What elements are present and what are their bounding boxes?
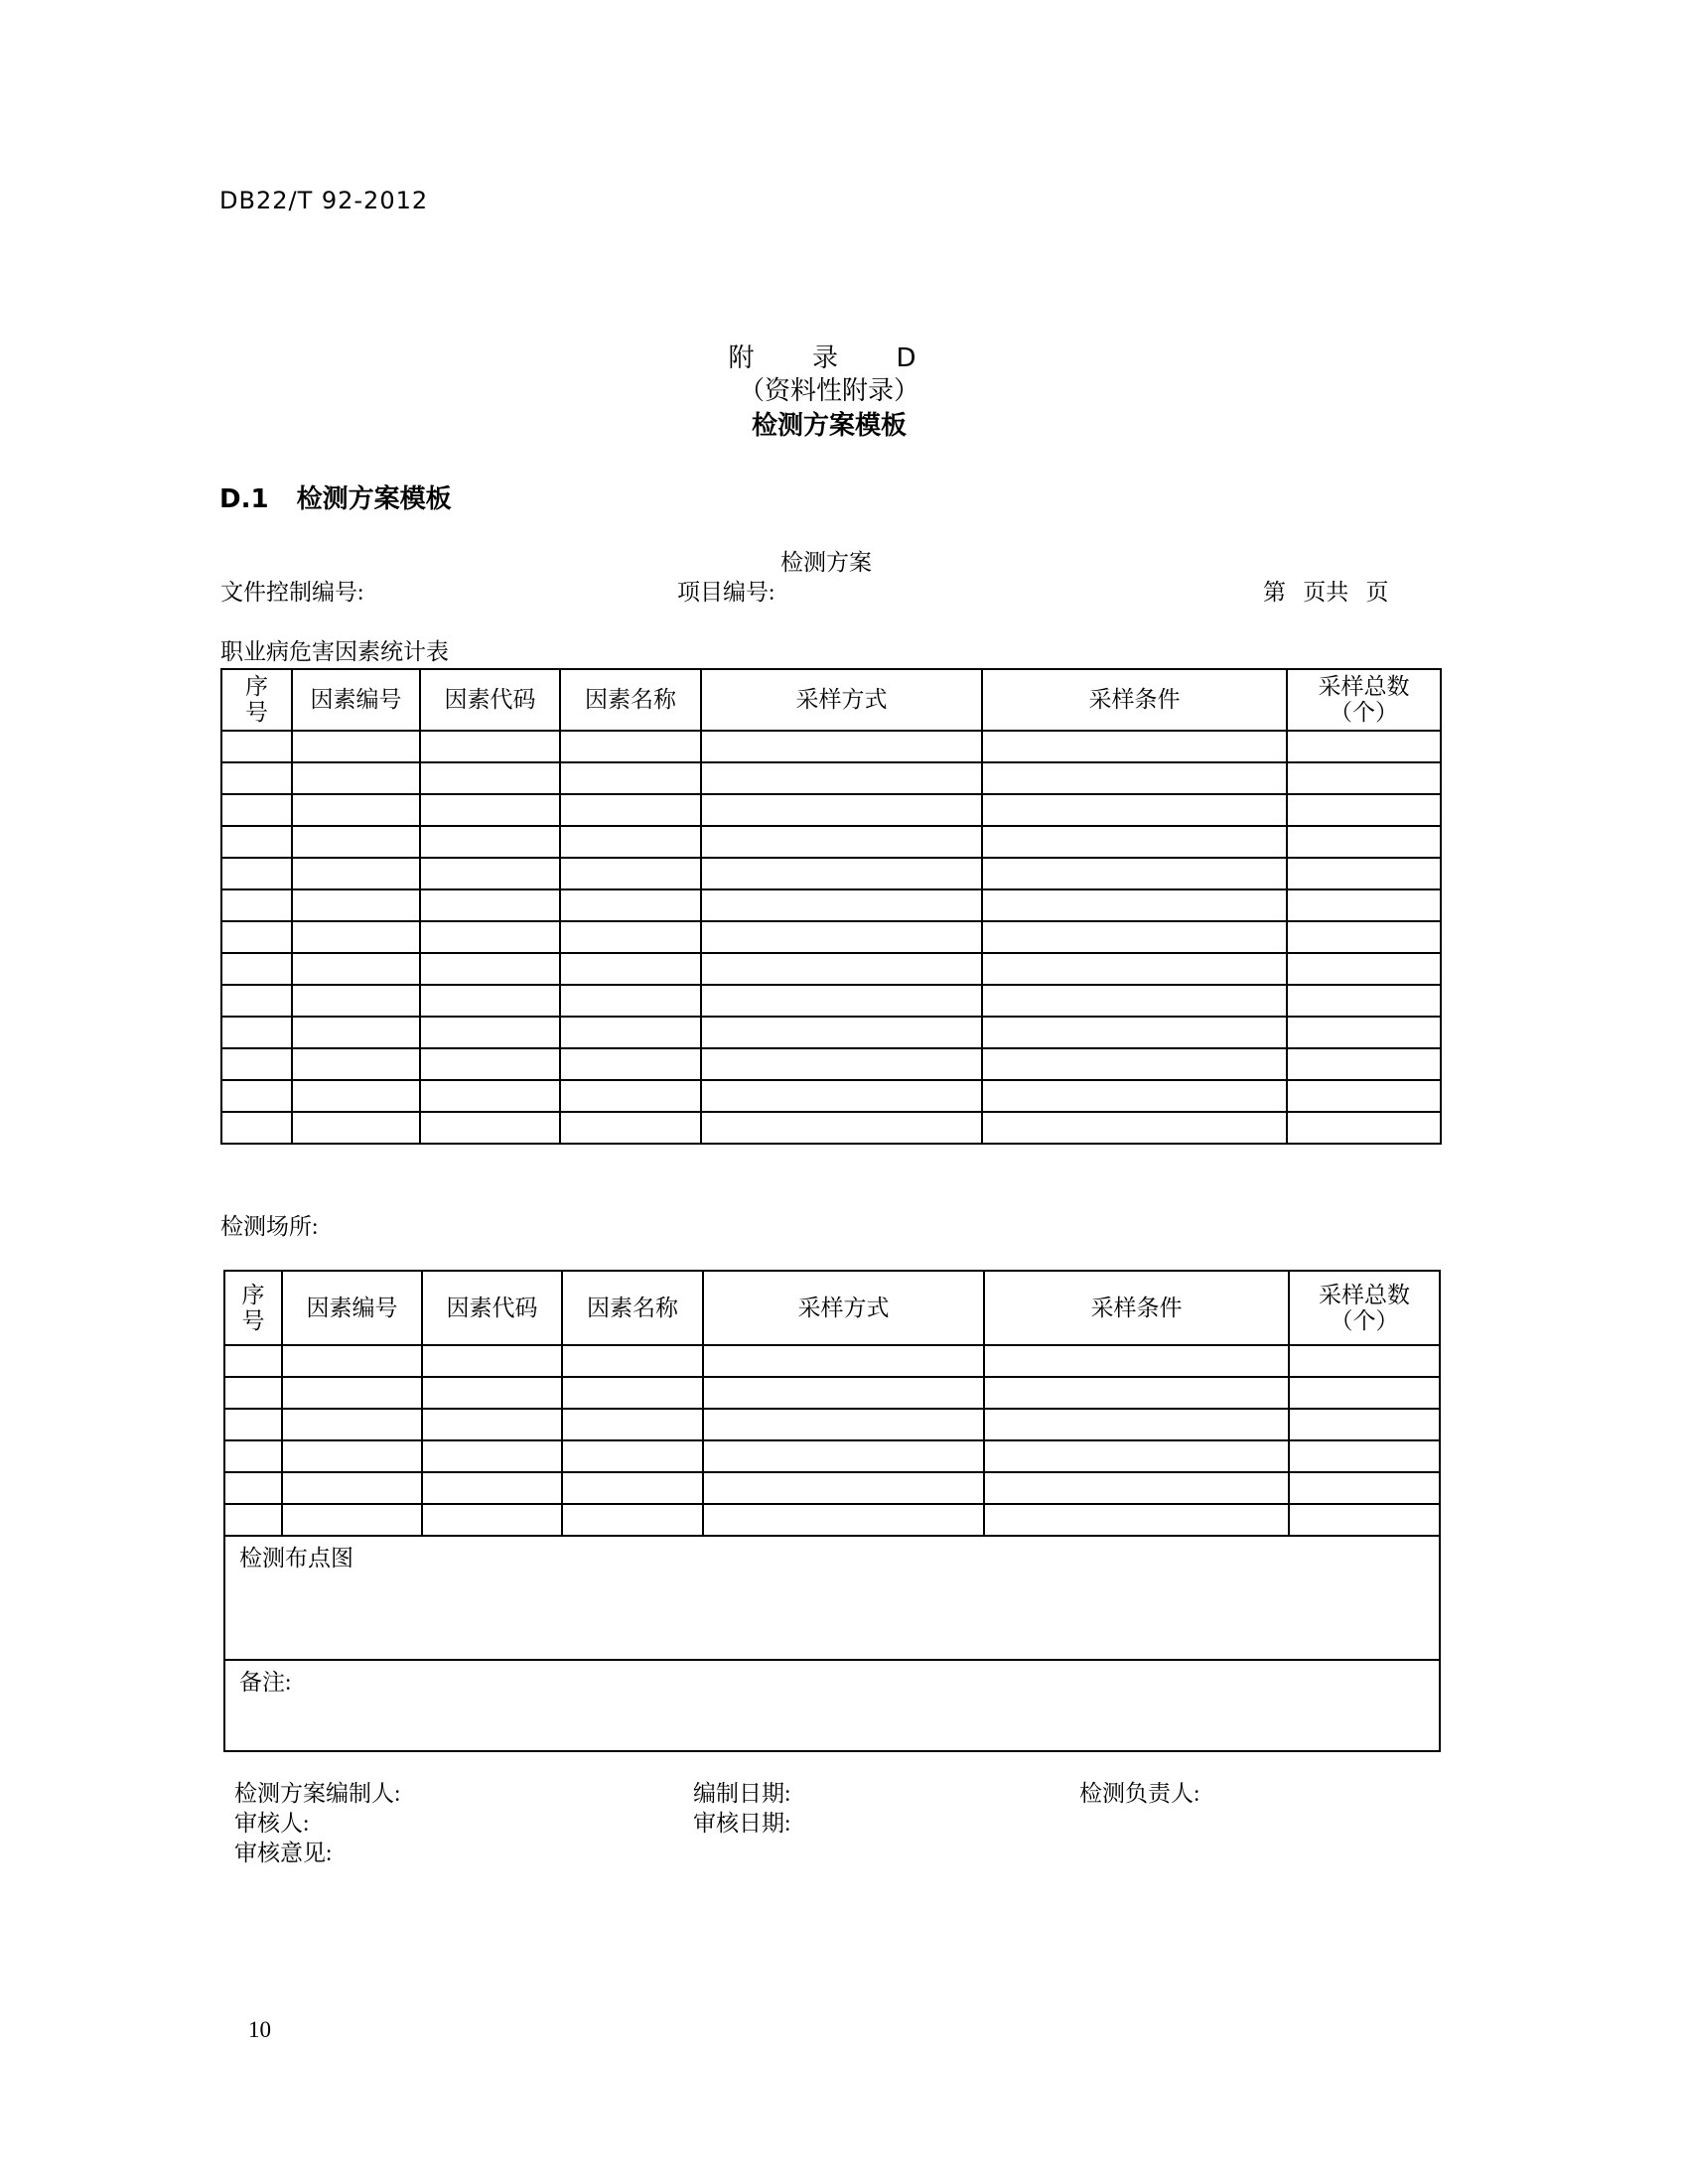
doc-control-label: 文件控制编号:	[220, 580, 364, 605]
table-cell[interactable]	[221, 921, 292, 953]
table-row	[221, 1017, 1441, 1048]
remarks-label: 备注:	[239, 1670, 292, 1695]
table1-caption: 职业病危害因素统计表	[220, 639, 449, 664]
table-cell[interactable]	[560, 889, 701, 921]
table-cell[interactable]	[701, 1017, 982, 1048]
col-factor-id: 因素编号	[292, 669, 420, 731]
table-cell[interactable]	[984, 1377, 1289, 1409]
table-cell[interactable]	[224, 1440, 282, 1472]
table-cell[interactable]	[984, 1504, 1289, 1536]
clause-heading	[219, 478, 452, 515]
table-cell[interactable]	[420, 731, 560, 762]
annex-label: 附 录 D	[728, 343, 930, 373]
table-cell[interactable]	[701, 1112, 982, 1144]
clause-number: D.1	[219, 484, 269, 514]
table-cell[interactable]	[292, 1048, 420, 1080]
table-header-row	[221, 669, 1441, 731]
table-cell[interactable]	[420, 985, 560, 1017]
annex-type: （资料性附录）	[738, 376, 919, 406]
table-cell[interactable]	[560, 1017, 701, 1048]
table-cell[interactable]	[982, 1017, 1287, 1048]
table-row	[221, 1112, 1441, 1144]
table-cell[interactable]	[982, 1048, 1287, 1080]
table-cell[interactable]	[221, 731, 292, 762]
table-cell[interactable]	[422, 1440, 562, 1472]
table-cell[interactable]	[701, 953, 982, 985]
col-sampling-method: 采样方式	[701, 669, 982, 731]
table-cell[interactable]	[292, 1080, 420, 1112]
table-cell[interactable]	[703, 1504, 984, 1536]
layout-diagram-label: 检测布点图	[239, 1546, 353, 1570]
table-row	[224, 1409, 1440, 1440]
table-cell[interactable]	[560, 858, 701, 889]
remarks-row	[224, 1660, 1440, 1751]
table-cell[interactable]	[420, 762, 560, 794]
table-cell[interactable]	[982, 762, 1287, 794]
table-cell[interactable]	[420, 953, 560, 985]
layout-diagram-row	[224, 1536, 1440, 1660]
col-sample-total: 采样总数（个）	[1289, 1271, 1440, 1345]
table-cell[interactable]	[420, 1048, 560, 1080]
table-cell[interactable]	[703, 1409, 984, 1440]
table-cell[interactable]	[221, 826, 292, 858]
col-sampling-condition: 采样条件	[982, 669, 1287, 731]
table-cell[interactable]	[1289, 1504, 1440, 1536]
site-table	[223, 1270, 1441, 1752]
table-cell[interactable]	[562, 1377, 703, 1409]
table-cell[interactable]	[1287, 762, 1441, 794]
table-row	[221, 794, 1441, 826]
col-sampling-method: 采样方式	[703, 1271, 984, 1345]
table-cell[interactable]	[282, 1440, 422, 1472]
table-cell[interactable]	[221, 794, 292, 826]
table-cell[interactable]	[560, 826, 701, 858]
table-cell[interactable]	[984, 1345, 1289, 1377]
table-cell[interactable]	[221, 889, 292, 921]
table-cell[interactable]	[560, 1080, 701, 1112]
table-cell[interactable]	[703, 1472, 984, 1504]
annex-title: 检测方案模板	[751, 411, 907, 441]
review-date-label: 审核日期:	[693, 1811, 791, 1836]
table-cell[interactable]	[982, 731, 1287, 762]
table-cell[interactable]	[1289, 1440, 1440, 1472]
table-cell[interactable]	[292, 985, 420, 1017]
table-cell[interactable]	[422, 1472, 562, 1504]
layout-diagram-cell[interactable]	[224, 1536, 1440, 1660]
table-cell[interactable]	[282, 1472, 422, 1504]
table-cell[interactable]	[701, 1048, 982, 1080]
table-cell[interactable]	[292, 953, 420, 985]
review-opinion-label: 审核意见:	[234, 1841, 333, 1865]
table-cell[interactable]	[1287, 985, 1441, 1017]
table-cell[interactable]	[560, 985, 701, 1017]
col-factor-id: 因素编号	[282, 1271, 422, 1345]
table-cell[interactable]	[420, 826, 560, 858]
table-cell[interactable]	[1287, 1017, 1441, 1048]
table-cell[interactable]	[1289, 1345, 1440, 1377]
table-cell[interactable]	[1289, 1409, 1440, 1440]
table-row	[224, 1472, 1440, 1504]
table-cell[interactable]	[1287, 889, 1441, 921]
table-cell[interactable]	[292, 826, 420, 858]
table2-caption: 检测场所:	[220, 1214, 319, 1239]
table-cell[interactable]	[292, 1112, 420, 1144]
col-factor-name: 因素名称	[562, 1271, 703, 1345]
table-cell[interactable]	[1287, 1112, 1441, 1144]
table-cell[interactable]	[224, 1377, 282, 1409]
compile-date-label: 编制日期:	[693, 1781, 791, 1806]
table-cell[interactable]	[560, 1048, 701, 1080]
table-cell[interactable]	[562, 1504, 703, 1536]
table-cell[interactable]	[221, 762, 292, 794]
table-header-row	[224, 1271, 1440, 1345]
table-cell[interactable]	[292, 889, 420, 921]
table-cell[interactable]	[701, 1080, 982, 1112]
table-cell[interactable]	[982, 1112, 1287, 1144]
table-cell[interactable]	[701, 985, 982, 1017]
table-cell[interactable]	[701, 826, 982, 858]
table-cell[interactable]	[701, 731, 982, 762]
table-cell[interactable]	[703, 1377, 984, 1409]
table-cell[interactable]	[221, 1112, 292, 1144]
table-row	[224, 1440, 1440, 1472]
table-cell[interactable]	[560, 762, 701, 794]
table-cell[interactable]	[560, 1112, 701, 1144]
table-cell[interactable]	[282, 1504, 422, 1536]
page-count-label: 第 页共 页	[1263, 580, 1389, 605]
table-row	[224, 1345, 1440, 1377]
table-cell[interactable]	[562, 1472, 703, 1504]
table-cell[interactable]	[282, 1409, 422, 1440]
table-cell[interactable]	[420, 1112, 560, 1144]
table-cell[interactable]	[292, 921, 420, 953]
table-cell[interactable]	[221, 1080, 292, 1112]
table-cell[interactable]	[701, 794, 982, 826]
table-cell[interactable]	[1287, 858, 1441, 889]
col-sampling-condition: 采样条件	[984, 1271, 1289, 1345]
table-cell[interactable]	[560, 731, 701, 762]
table-cell[interactable]	[422, 1409, 562, 1440]
table-cell[interactable]	[1289, 1472, 1440, 1504]
table-cell[interactable]	[982, 953, 1287, 985]
reviewer-label: 审核人:	[234, 1811, 310, 1836]
table-cell[interactable]	[292, 794, 420, 826]
table-row	[224, 1504, 1440, 1536]
table-cell[interactable]	[560, 921, 701, 953]
table-cell[interactable]	[984, 1440, 1289, 1472]
col-seq: 序号	[224, 1271, 282, 1345]
table-cell[interactable]	[703, 1345, 984, 1377]
table-cell[interactable]	[292, 1017, 420, 1048]
table-row	[221, 1048, 1441, 1080]
clause-title: 检测方案模板	[296, 484, 452, 514]
table-cell[interactable]	[560, 794, 701, 826]
table-cell[interactable]	[701, 762, 982, 794]
table-cell[interactable]	[703, 1440, 984, 1472]
col-factor-name: 因素名称	[560, 669, 701, 731]
project-number-label: 项目编号:	[677, 580, 775, 605]
form-title: 检测方案	[780, 550, 872, 575]
table-cell[interactable]	[701, 889, 982, 921]
table-cell[interactable]	[982, 985, 1287, 1017]
table-cell[interactable]	[562, 1440, 703, 1472]
table-cell[interactable]	[221, 985, 292, 1017]
table-cell[interactable]	[701, 921, 982, 953]
table-cell[interactable]	[420, 858, 560, 889]
author-label: 检测方案编制人:	[234, 1781, 401, 1806]
table-row	[221, 985, 1441, 1017]
table-cell[interactable]	[982, 858, 1287, 889]
remarks-cell[interactable]	[224, 1660, 1440, 1751]
table-cell[interactable]	[420, 889, 560, 921]
table-cell[interactable]	[1287, 826, 1441, 858]
table-cell[interactable]	[701, 858, 982, 889]
manager-label: 检测负责人:	[1079, 1781, 1200, 1806]
hazard-statistics-table	[220, 668, 1442, 1145]
col-seq: 序号	[221, 669, 292, 731]
standard-code: DB22/T 92-2012	[219, 187, 429, 214]
table-cell[interactable]	[1287, 953, 1441, 985]
table-cell[interactable]	[282, 1345, 422, 1377]
table-cell[interactable]	[420, 921, 560, 953]
table-row	[221, 953, 1441, 985]
table-cell[interactable]	[984, 1472, 1289, 1504]
table-cell[interactable]	[560, 953, 701, 985]
table-cell[interactable]	[562, 1345, 703, 1377]
table-cell[interactable]	[562, 1409, 703, 1440]
table-cell[interactable]	[224, 1504, 282, 1536]
table-cell[interactable]	[1287, 921, 1441, 953]
table-cell[interactable]	[422, 1345, 562, 1377]
table-cell[interactable]	[292, 762, 420, 794]
col-sample-total: 采样总数（个）	[1287, 669, 1441, 731]
table-cell[interactable]	[292, 858, 420, 889]
table-cell[interactable]	[1289, 1377, 1440, 1409]
table-cell[interactable]	[984, 1409, 1289, 1440]
table-cell[interactable]	[221, 1017, 292, 1048]
table-cell[interactable]	[224, 1345, 282, 1377]
table-cell[interactable]	[422, 1504, 562, 1536]
table-cell[interactable]	[420, 794, 560, 826]
table-row	[221, 921, 1441, 953]
table-cell[interactable]	[982, 921, 1287, 953]
table-cell[interactable]	[224, 1409, 282, 1440]
table-row	[221, 762, 1441, 794]
table-cell[interactable]	[422, 1377, 562, 1409]
table-cell[interactable]	[1287, 794, 1441, 826]
table-cell[interactable]	[1287, 1080, 1441, 1112]
table-cell[interactable]	[420, 1080, 560, 1112]
table-cell[interactable]	[982, 826, 1287, 858]
table-cell[interactable]	[1287, 731, 1441, 762]
table-cell[interactable]	[982, 794, 1287, 826]
table-cell[interactable]	[282, 1377, 422, 1409]
table-cell[interactable]	[292, 731, 420, 762]
table-row	[221, 1080, 1441, 1112]
page-number: 10	[248, 2017, 271, 2042]
col-factor-code: 因素代码	[420, 669, 560, 731]
table-row	[221, 889, 1441, 921]
table-cell[interactable]	[221, 858, 292, 889]
table-cell[interactable]	[221, 953, 292, 985]
table-cell[interactable]	[224, 1472, 282, 1504]
table-row	[221, 731, 1441, 762]
table-row	[221, 826, 1441, 858]
table-row	[224, 1377, 1440, 1409]
table-cell[interactable]	[221, 1048, 292, 1080]
table-cell[interactable]	[420, 1017, 560, 1048]
col-factor-code: 因素代码	[422, 1271, 562, 1345]
table-cell[interactable]	[1287, 1048, 1441, 1080]
table-row	[221, 858, 1441, 889]
table-cell[interactable]	[982, 889, 1287, 921]
table-cell[interactable]	[982, 1080, 1287, 1112]
